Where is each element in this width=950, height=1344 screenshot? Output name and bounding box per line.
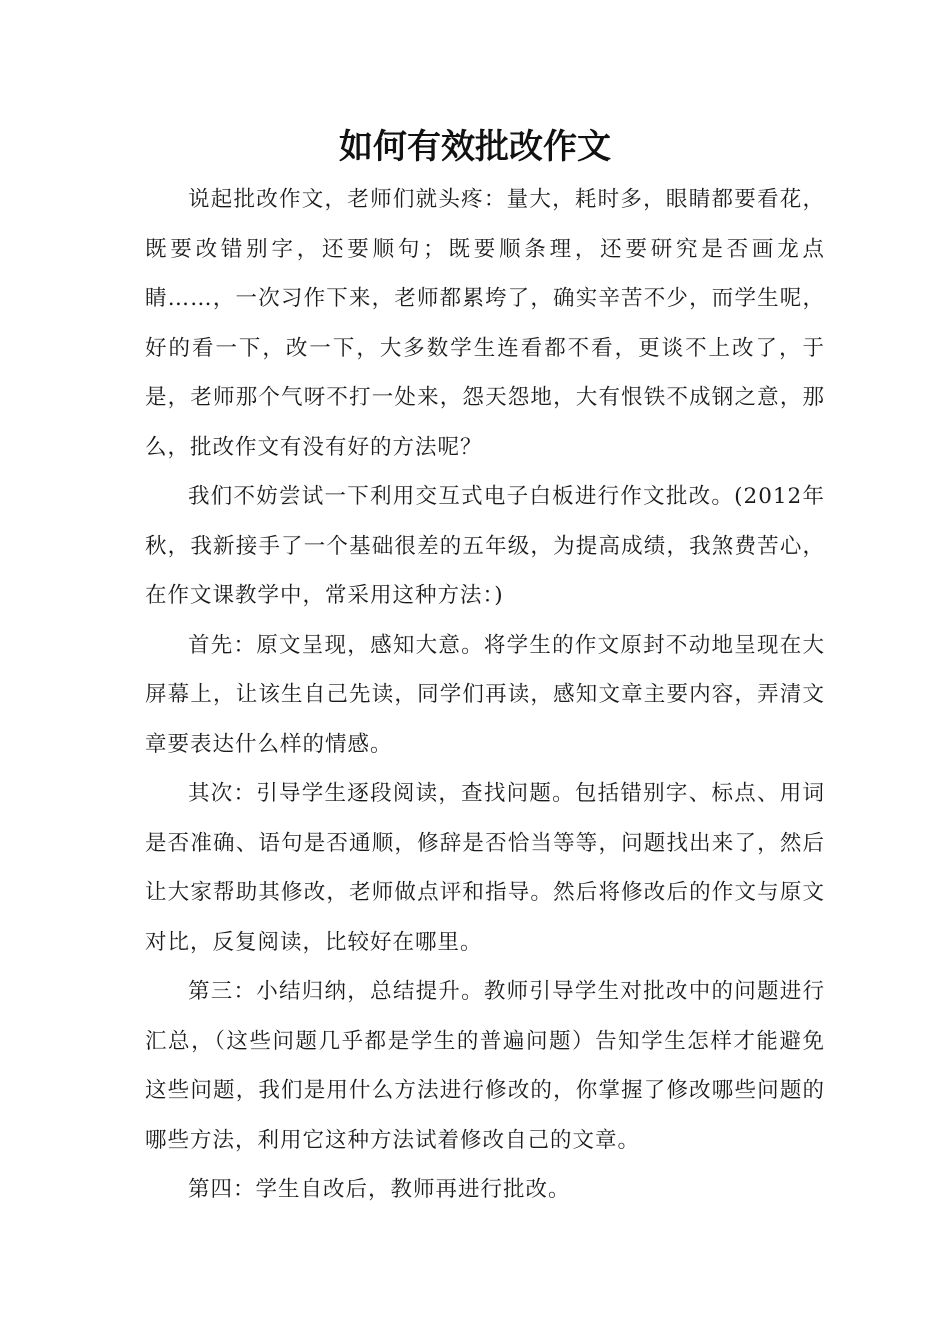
- paragraph-intro: 说起批改作文，老师们就头疼：量大，耗时多，眼睛都要看花，既要改错别字，还要顺句；既要顺条理，还要研究是否画龙点睛……，一次习作下来，老师都累垮了，确实辛苦不少，而学生呢，好的看一下，改一下，大多数学生连看都不看，更谈不上改了，于是，老师那个气呀不打一处来，怨天怨地，大有恨铁不成钢之意，那么，批改作文有没有好的方法呢？: [145, 187, 825, 460]
- document-body: [145, 175, 825, 1215]
- paragraph-step-third: 第三：小结归纳，总结提升。教师引导学生对批改中的问题进行汇总，（这些问题几乎都是学生的普遍问题）告知学生怎样才能避免这些问题，我们是用什么方法进行修改的，你掌握了修改哪些问题的哪些方法，利用它这种方法试着修改自己的文章。: [145, 979, 825, 1153]
- paragraph-step-first: 首先：原文呈现，感知大意。将学生的作文原封不动地呈现在大屏幕上，让该生自己先读，同学们再读，感知文章主要内容，弄清文章要表达什么样的情感。: [145, 632, 825, 757]
- paragraph-step-second: 其次：引导学生逐段阅读，查找问题。包括错别字、标点、用词是否准确、语句是否通顺，修辞是否恰当等等，问题找出来了，然后让大家帮助其修改，老师做点评和指导。然后将修改后的作文与原文对比，反复阅读，比较好在哪里。: [145, 781, 825, 955]
- document-title: 如何有效批改作文: [339, 127, 611, 167]
- paragraph-step-fourth: 第四：学生自改后，教师再进行批改。: [188, 1177, 571, 1202]
- paragraph-whiteboard: 我们不妨尝试一下利用交互式电子白板进行作文批改。(2012年秋，我新接手了一个基础很差的五年级，为提高成绩，我煞费苦心，在作文课教学中，常采用这种方法：): [145, 484, 825, 608]
